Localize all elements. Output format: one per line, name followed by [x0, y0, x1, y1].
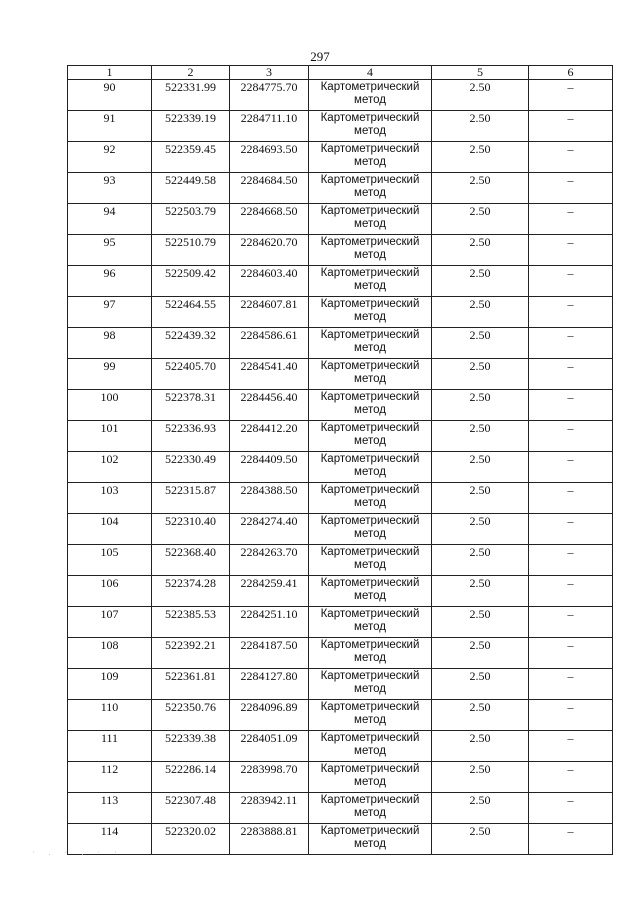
- method-line-2: метод: [354, 559, 386, 571]
- precision-cell: 2.50: [432, 390, 529, 421]
- point-number-cell: 109: [68, 669, 152, 700]
- x-coordinate-cell: 522503.79: [152, 204, 230, 235]
- note-cell: –: [529, 80, 613, 111]
- note-cell: –: [529, 669, 613, 700]
- precision-cell: 2.50: [432, 824, 529, 855]
- x-coordinate-cell: 522368.40: [152, 545, 230, 576]
- point-number-cell: 101: [68, 421, 152, 452]
- note-cell: –: [529, 731, 613, 762]
- method-line-1: Картометрический: [320, 267, 420, 279]
- note-cell: –: [529, 142, 613, 173]
- method-cell: [309, 824, 432, 855]
- y-coordinate-cell: 2284127.80: [230, 669, 309, 700]
- point-number-cell: 96: [68, 266, 152, 297]
- precision-cell: 2.50: [432, 235, 529, 266]
- precision-cell: 2.50: [432, 111, 529, 142]
- precision-cell: 2.50: [432, 80, 529, 111]
- note-cell: –: [529, 793, 613, 824]
- precision-cell: 2.50: [432, 359, 529, 390]
- header-cell-2: 2: [152, 66, 230, 80]
- table-row: [68, 266, 613, 297]
- method-line-2: метод: [354, 94, 386, 106]
- x-coordinate-cell: 522286.14: [152, 762, 230, 793]
- method-cell: [309, 607, 432, 638]
- y-coordinate-cell: 2284684.50: [230, 173, 309, 204]
- y-coordinate-cell: 2284607.81: [230, 297, 309, 328]
- method-line-2: метод: [354, 125, 386, 137]
- table-row: [68, 762, 613, 793]
- method-line-2: метод: [354, 218, 386, 230]
- method-line-2: метод: [354, 373, 386, 385]
- table-row: [68, 452, 613, 483]
- note-cell: –: [529, 266, 613, 297]
- method-cell: [309, 173, 432, 204]
- page-number: 297: [310, 49, 330, 64]
- method-line-2: метод: [354, 621, 386, 633]
- note-cell: –: [529, 514, 613, 545]
- y-coordinate-cell: 2283942.11: [230, 793, 309, 824]
- point-number-cell: 111: [68, 731, 152, 762]
- method-line-2: метод: [354, 590, 386, 602]
- note-cell: –: [529, 173, 613, 204]
- note-cell: –: [529, 700, 613, 731]
- y-coordinate-cell: 2284263.70: [230, 545, 309, 576]
- precision-cell: 2.50: [432, 576, 529, 607]
- method-cell: [309, 514, 432, 545]
- scan-artifact: · . · . · ·: [32, 848, 123, 857]
- y-coordinate-cell: 2283998.70: [230, 762, 309, 793]
- note-cell: –: [529, 638, 613, 669]
- table-row: [68, 669, 613, 700]
- point-number-cell: 94: [68, 204, 152, 235]
- method-cell: [309, 762, 432, 793]
- note-cell: –: [529, 576, 613, 607]
- method-cell: [309, 266, 432, 297]
- x-coordinate-cell: 522361.81: [152, 669, 230, 700]
- y-coordinate-cell: 2284251.10: [230, 607, 309, 638]
- method-line-1: Картометрический: [320, 205, 420, 217]
- point-number-cell: 106: [68, 576, 152, 607]
- x-coordinate-cell: 522385.53: [152, 607, 230, 638]
- y-coordinate-cell: 2283888.81: [230, 824, 309, 855]
- point-number-cell: 93: [68, 173, 152, 204]
- note-cell: –: [529, 359, 613, 390]
- x-coordinate-cell: 522339.38: [152, 731, 230, 762]
- method-line-2: метод: [354, 807, 386, 819]
- point-number-cell: 100: [68, 390, 152, 421]
- point-number-cell: 90: [68, 80, 152, 111]
- note-cell: –: [529, 111, 613, 142]
- method-line-2: метод: [354, 683, 386, 695]
- table-row: [68, 545, 613, 576]
- table-row: [68, 700, 613, 731]
- method-line-1: Картометрический: [320, 794, 420, 806]
- method-line-1: Картометрический: [320, 825, 420, 837]
- method-cell: [309, 111, 432, 142]
- method-line-1: Картометрический: [320, 298, 420, 310]
- header-cell-6: 6: [529, 66, 613, 80]
- method-line-1: Картометрический: [320, 484, 420, 496]
- method-line-1: Картометрический: [320, 143, 420, 155]
- y-coordinate-cell: 2284668.50: [230, 204, 309, 235]
- method-cell: [309, 421, 432, 452]
- method-line-2: метод: [354, 776, 386, 788]
- precision-cell: 2.50: [432, 142, 529, 173]
- table-row: [68, 359, 613, 390]
- y-coordinate-cell: 2284693.50: [230, 142, 309, 173]
- table-row: [68, 111, 613, 142]
- y-coordinate-cell: 2284274.40: [230, 514, 309, 545]
- note-cell: –: [529, 297, 613, 328]
- method-line-2: метод: [354, 466, 386, 478]
- method-cell: [309, 545, 432, 576]
- table-row: [68, 297, 613, 328]
- method-line-1: Картометрический: [320, 112, 420, 124]
- method-cell: [309, 576, 432, 607]
- method-line-1: Картометрический: [320, 329, 420, 341]
- method-cell: [309, 235, 432, 266]
- method-line-2: метод: [354, 497, 386, 509]
- method-cell: [309, 452, 432, 483]
- coordinates-table: [67, 65, 613, 855]
- method-cell: [309, 669, 432, 700]
- point-number-cell: 92: [68, 142, 152, 173]
- method-cell: [309, 80, 432, 111]
- method-cell: [309, 390, 432, 421]
- x-coordinate-cell: 522464.55: [152, 297, 230, 328]
- method-line-2: метод: [354, 187, 386, 199]
- note-cell: –: [529, 390, 613, 421]
- method-line-1: Картометрический: [320, 81, 420, 93]
- table-row: [68, 328, 613, 359]
- point-number-cell: 107: [68, 607, 152, 638]
- y-coordinate-cell: 2284409.50: [230, 452, 309, 483]
- method-line-2: метод: [354, 745, 386, 757]
- point-number-cell: 114: [68, 824, 152, 855]
- y-coordinate-cell: 2284711.10: [230, 111, 309, 142]
- header-cell-3: 3: [230, 66, 309, 80]
- y-coordinate-cell: 2284603.40: [230, 266, 309, 297]
- note-cell: –: [529, 545, 613, 576]
- method-line-2: метод: [354, 311, 386, 323]
- x-coordinate-cell: 522350.76: [152, 700, 230, 731]
- note-cell: –: [529, 421, 613, 452]
- point-number-cell: 91: [68, 111, 152, 142]
- method-line-2: метод: [354, 528, 386, 540]
- precision-cell: 2.50: [432, 607, 529, 638]
- x-coordinate-cell: 522392.21: [152, 638, 230, 669]
- method-line-1: Картометрический: [320, 515, 420, 527]
- note-cell: –: [529, 204, 613, 235]
- table-row: [68, 390, 613, 421]
- method-line-2: метод: [354, 280, 386, 292]
- method-line-1: Картометрический: [320, 453, 420, 465]
- y-coordinate-cell: 2284412.20: [230, 421, 309, 452]
- table-row: [68, 793, 613, 824]
- note-cell: –: [529, 328, 613, 359]
- precision-cell: 2.50: [432, 669, 529, 700]
- y-coordinate-cell: 2284775.70: [230, 80, 309, 111]
- point-number-cell: 95: [68, 235, 152, 266]
- table-row: [68, 607, 613, 638]
- point-number-cell: 104: [68, 514, 152, 545]
- y-coordinate-cell: 2284051.09: [230, 731, 309, 762]
- x-coordinate-cell: 522378.31: [152, 390, 230, 421]
- y-coordinate-cell: 2284456.40: [230, 390, 309, 421]
- method-line-2: метод: [354, 156, 386, 168]
- precision-cell: 2.50: [432, 700, 529, 731]
- table-row: [68, 421, 613, 452]
- method-cell: [309, 731, 432, 762]
- method-line-1: Картометрический: [320, 732, 420, 744]
- point-number-cell: 113: [68, 793, 152, 824]
- method-cell: [309, 700, 432, 731]
- point-number-cell: 110: [68, 700, 152, 731]
- precision-cell: 2.50: [432, 514, 529, 545]
- y-coordinate-cell: 2284541.40: [230, 359, 309, 390]
- point-number-cell: 108: [68, 638, 152, 669]
- method-cell: [309, 142, 432, 173]
- x-coordinate-cell: 522449.58: [152, 173, 230, 204]
- precision-cell: 2.50: [432, 328, 529, 359]
- table-row: [68, 204, 613, 235]
- point-number-cell: 112: [68, 762, 152, 793]
- y-coordinate-cell: 2284586.61: [230, 328, 309, 359]
- note-cell: –: [529, 824, 613, 855]
- point-number-cell: 103: [68, 483, 152, 514]
- precision-cell: 2.50: [432, 297, 529, 328]
- precision-cell: 2.50: [432, 421, 529, 452]
- table-row: [68, 483, 613, 514]
- method-line-2: метод: [354, 435, 386, 447]
- x-coordinate-cell: 522405.70: [152, 359, 230, 390]
- point-number-cell: 105: [68, 545, 152, 576]
- note-cell: –: [529, 452, 613, 483]
- precision-cell: 2.50: [432, 638, 529, 669]
- method-cell: [309, 204, 432, 235]
- method-line-1: Картометрический: [320, 670, 420, 682]
- method-line-2: метод: [354, 249, 386, 261]
- precision-cell: 2.50: [432, 793, 529, 824]
- x-coordinate-cell: 522359.45: [152, 142, 230, 173]
- method-line-1: Картометрический: [320, 763, 420, 775]
- x-coordinate-cell: 522509.42: [152, 266, 230, 297]
- table-body: [68, 66, 613, 855]
- x-coordinate-cell: 522310.40: [152, 514, 230, 545]
- x-coordinate-cell: 522374.28: [152, 576, 230, 607]
- method-line-1: Картометрический: [320, 577, 420, 589]
- method-cell: [309, 359, 432, 390]
- precision-cell: 2.50: [432, 204, 529, 235]
- y-coordinate-cell: 2284096.89: [230, 700, 309, 731]
- method-line-1: Картометрический: [320, 360, 420, 372]
- x-coordinate-cell: 522307.48: [152, 793, 230, 824]
- precision-cell: 2.50: [432, 452, 529, 483]
- y-coordinate-cell: 2284620.70: [230, 235, 309, 266]
- x-coordinate-cell: 522330.49: [152, 452, 230, 483]
- method-cell: [309, 483, 432, 514]
- method-line-1: Картометрический: [320, 608, 420, 620]
- y-coordinate-cell: 2284388.50: [230, 483, 309, 514]
- table-row: [68, 80, 613, 111]
- point-number-cell: 98: [68, 328, 152, 359]
- note-cell: –: [529, 483, 613, 514]
- method-line-2: метод: [354, 652, 386, 664]
- precision-cell: 2.50: [432, 762, 529, 793]
- header-cell-4: 4: [309, 66, 432, 80]
- method-line-2: метод: [354, 714, 386, 726]
- method-line-1: Картометрический: [320, 174, 420, 186]
- header-cell-1: 1: [68, 66, 152, 80]
- method-line-1: Картометрический: [320, 639, 420, 651]
- table-row: [68, 638, 613, 669]
- method-cell: [309, 638, 432, 669]
- precision-cell: 2.50: [432, 266, 529, 297]
- x-coordinate-cell: 522510.79: [152, 235, 230, 266]
- table-row: [68, 514, 613, 545]
- method-line-1: Картометрический: [320, 422, 420, 434]
- method-line-1: Картометрический: [320, 546, 420, 558]
- point-number-cell: 102: [68, 452, 152, 483]
- note-cell: –: [529, 607, 613, 638]
- table-row: [68, 173, 613, 204]
- header-row: [68, 66, 613, 80]
- x-coordinate-cell: 522339.19: [152, 111, 230, 142]
- table-row: [68, 142, 613, 173]
- x-coordinate-cell: 522439.32: [152, 328, 230, 359]
- method-cell: [309, 793, 432, 824]
- x-coordinate-cell: 522315.87: [152, 483, 230, 514]
- note-cell: –: [529, 762, 613, 793]
- method-line-1: Картометрический: [320, 391, 420, 403]
- method-line-2: метод: [354, 404, 386, 416]
- method-cell: [309, 328, 432, 359]
- method-cell: [309, 297, 432, 328]
- table-row: [68, 576, 613, 607]
- method-line-1: Картометрический: [320, 701, 420, 713]
- precision-cell: 2.50: [432, 731, 529, 762]
- precision-cell: 2.50: [432, 173, 529, 204]
- note-cell: –: [529, 235, 613, 266]
- method-line-1: Картометрический: [320, 236, 420, 248]
- precision-cell: 2.50: [432, 483, 529, 514]
- table-row: [68, 731, 613, 762]
- table-row: [68, 235, 613, 266]
- precision-cell: 2.50: [432, 545, 529, 576]
- x-coordinate-cell: 522331.99: [152, 80, 230, 111]
- point-number-cell: 97: [68, 297, 152, 328]
- y-coordinate-cell: 2284259.41: [230, 576, 309, 607]
- method-line-2: метод: [354, 838, 386, 850]
- point-number-cell: 99: [68, 359, 152, 390]
- header-cell-5: 5: [432, 66, 529, 80]
- y-coordinate-cell: 2284187.50: [230, 638, 309, 669]
- x-coordinate-cell: 522336.93: [152, 421, 230, 452]
- method-line-2: метод: [354, 342, 386, 354]
- x-coordinate-cell: 522320.02: [152, 824, 230, 855]
